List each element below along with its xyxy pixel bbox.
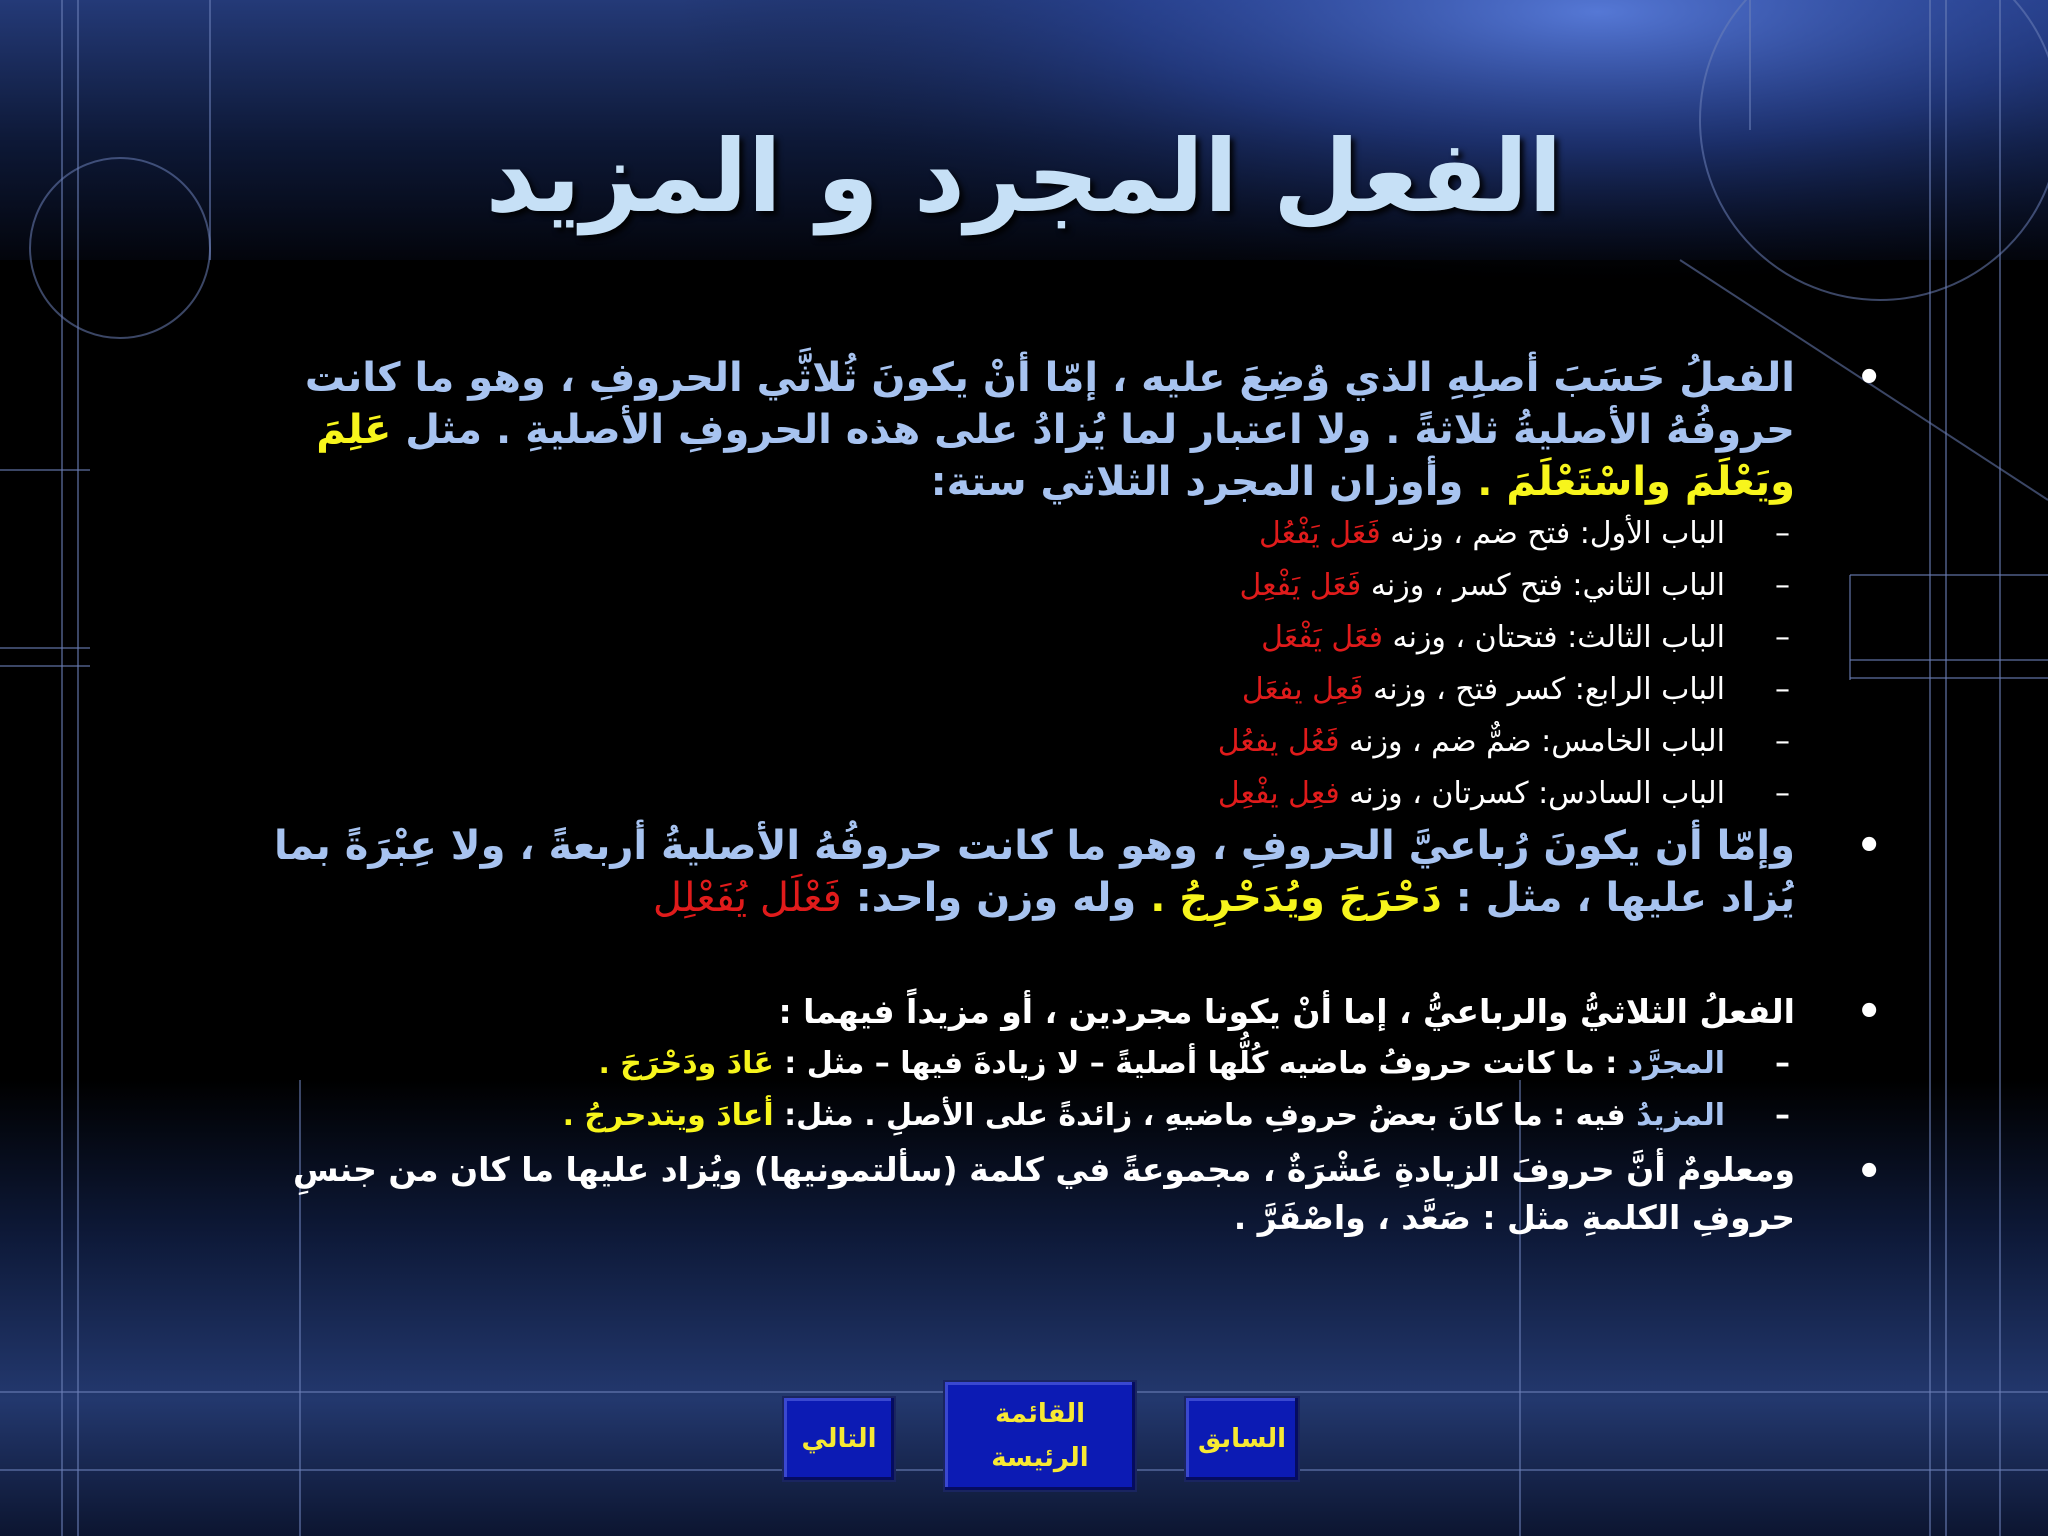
- chapter-item: [200, 768, 1900, 820]
- bullet-quadrilateral: [200, 820, 1900, 924]
- chapter-label: الباب الثاني: فتح كسر ، وزنه: [1361, 568, 1725, 603]
- chapter-item: [200, 508, 1900, 560]
- chapter-pattern: فَعِل يفعَل: [1241, 672, 1364, 707]
- dash-marker: –: [1775, 1098, 1790, 1133]
- term-mazid: المزيدُ: [1636, 1098, 1725, 1133]
- bullet1-text: الفعلُ حَسَبَ أصلِهِ الذي وُضِعَ عليه ، إمّا أنْ يكونَ ثُلاثَّي الحروفِ ، وهو ما كانت حروفُهُ الأصليةُ ثلاثةً . ولا اعتبار لما يُزادُ على هذه الحروفِ الأصليةِ . مثل: [304, 355, 1795, 453]
- bullet1-text2: وأوزان المجرد الثلاثي ستة:: [930, 459, 1478, 505]
- chapter-pattern: فَعُل يفعُل: [1217, 724, 1340, 759]
- bullet3-text: الفعلُ الثلاثيُّ والرباعيُّ ، إما أنْ يكونا مجردين ، أو مزيداً فيهما :: [778, 992, 1795, 1031]
- chapter-label: الباب السادس: كسرتان ، وزنه: [1339, 776, 1725, 811]
- bullet-dot: •: [1856, 823, 1882, 869]
- slide-content: [200, 352, 1900, 1242]
- bullet-dot: •: [1856, 989, 1882, 1035]
- chapter-label: الباب الثالث: فتحتان ، وزنه: [1382, 620, 1725, 655]
- sub-mujarrad: [200, 1038, 1900, 1090]
- mazid-text: فيه : ما كانَ بعضُ حروفِ ماضيهِ ، زائدةً على الأصلِ . مثل:: [773, 1098, 1637, 1133]
- mazid-example: أعادَ ويتدحرجُ .: [562, 1098, 774, 1133]
- bullet2-text: وإمّا أن يكونَ رُباعيَّ الحروفِ ، وهو ما كانت حروفُهُ الأصليةُ أربعةً ، ولا عِبْرَةً بما يُزاد عليها ، مثل :: [273, 823, 1795, 921]
- chapter-item: [200, 560, 1900, 612]
- bullet-extra-letters: [200, 1146, 1900, 1242]
- chapter-pattern: فَعَل يَفْعُل: [1258, 516, 1381, 551]
- bullet2-text2: وله وزن واحد:: [841, 875, 1151, 921]
- previous-button[interactable]: السابق: [1184, 1396, 1300, 1482]
- bullet-dot: •: [1856, 1149, 1882, 1195]
- bullet-types: [200, 986, 1900, 1038]
- slide-title: الفعل المجرد و المزيد: [485, 118, 1563, 235]
- bullet-dot: •: [1856, 355, 1882, 401]
- spacer: [200, 924, 1900, 986]
- chapter-pattern: فعَل يَفْعَل: [1261, 620, 1383, 655]
- chapter-item: [200, 716, 1900, 768]
- chapter-label: الباب الخامس: ضمٌّ ضم ، وزنه: [1339, 724, 1725, 759]
- dash-marker: –: [1775, 620, 1790, 655]
- bullet-trilateral: [200, 352, 1900, 508]
- dash-marker: –: [1775, 672, 1790, 707]
- chapter-pattern: فعِل يفْعِل: [1217, 776, 1340, 811]
- chapter-label: الباب الأول: فتح ضم ، وزنه: [1380, 516, 1725, 551]
- bullet4-text: ومعلومٌ أنَّ حروفَ الزيادةِ عَشْرَةٌ ، مجموعةً في كلمة (سألتمونيها) ويُزاد عليها ما كان من جنسِ حروفِ الكلمةِ مثل : صَعَّد ، واصْفَرَّ .: [292, 1150, 1795, 1237]
- mujarrad-example: عَادَ ودَحْرَجَ .: [598, 1046, 774, 1081]
- sub-mazid: [200, 1090, 1900, 1142]
- chapter-pattern: فَعَل يَفْعِل: [1239, 568, 1362, 603]
- dash-marker: –: [1775, 568, 1790, 603]
- next-button[interactable]: التالي: [782, 1396, 896, 1482]
- home-button[interactable]: القائمة الرئيسة: [943, 1380, 1137, 1492]
- dash-marker: –: [1775, 724, 1790, 759]
- bullet1-example: عَلِمَ ويَعْلَمَ واسْتَعْلَمَ .: [316, 407, 1795, 505]
- dash-marker: –: [1775, 776, 1790, 811]
- chapter-item: [200, 664, 1900, 716]
- dash-marker: –: [1775, 516, 1790, 551]
- chapter-item: [200, 612, 1900, 664]
- mujarrad-text: : ما كانت حروفُ ماضيه كُلُّها أصليةً – لا زيادةَ فيها – مثل :: [773, 1046, 1628, 1081]
- dash-marker: –: [1775, 1046, 1790, 1081]
- chapter-label: الباب الرابع: كسر فتح ، وزنه: [1363, 672, 1725, 707]
- bullet2-pattern: فَعْلَل يُفَعْلِل: [652, 875, 842, 921]
- bullet2-example: دَحْرَجَ ويُدَحْرِجُ .: [1150, 875, 1442, 921]
- term-mujarrad: المجرَّد: [1627, 1046, 1725, 1081]
